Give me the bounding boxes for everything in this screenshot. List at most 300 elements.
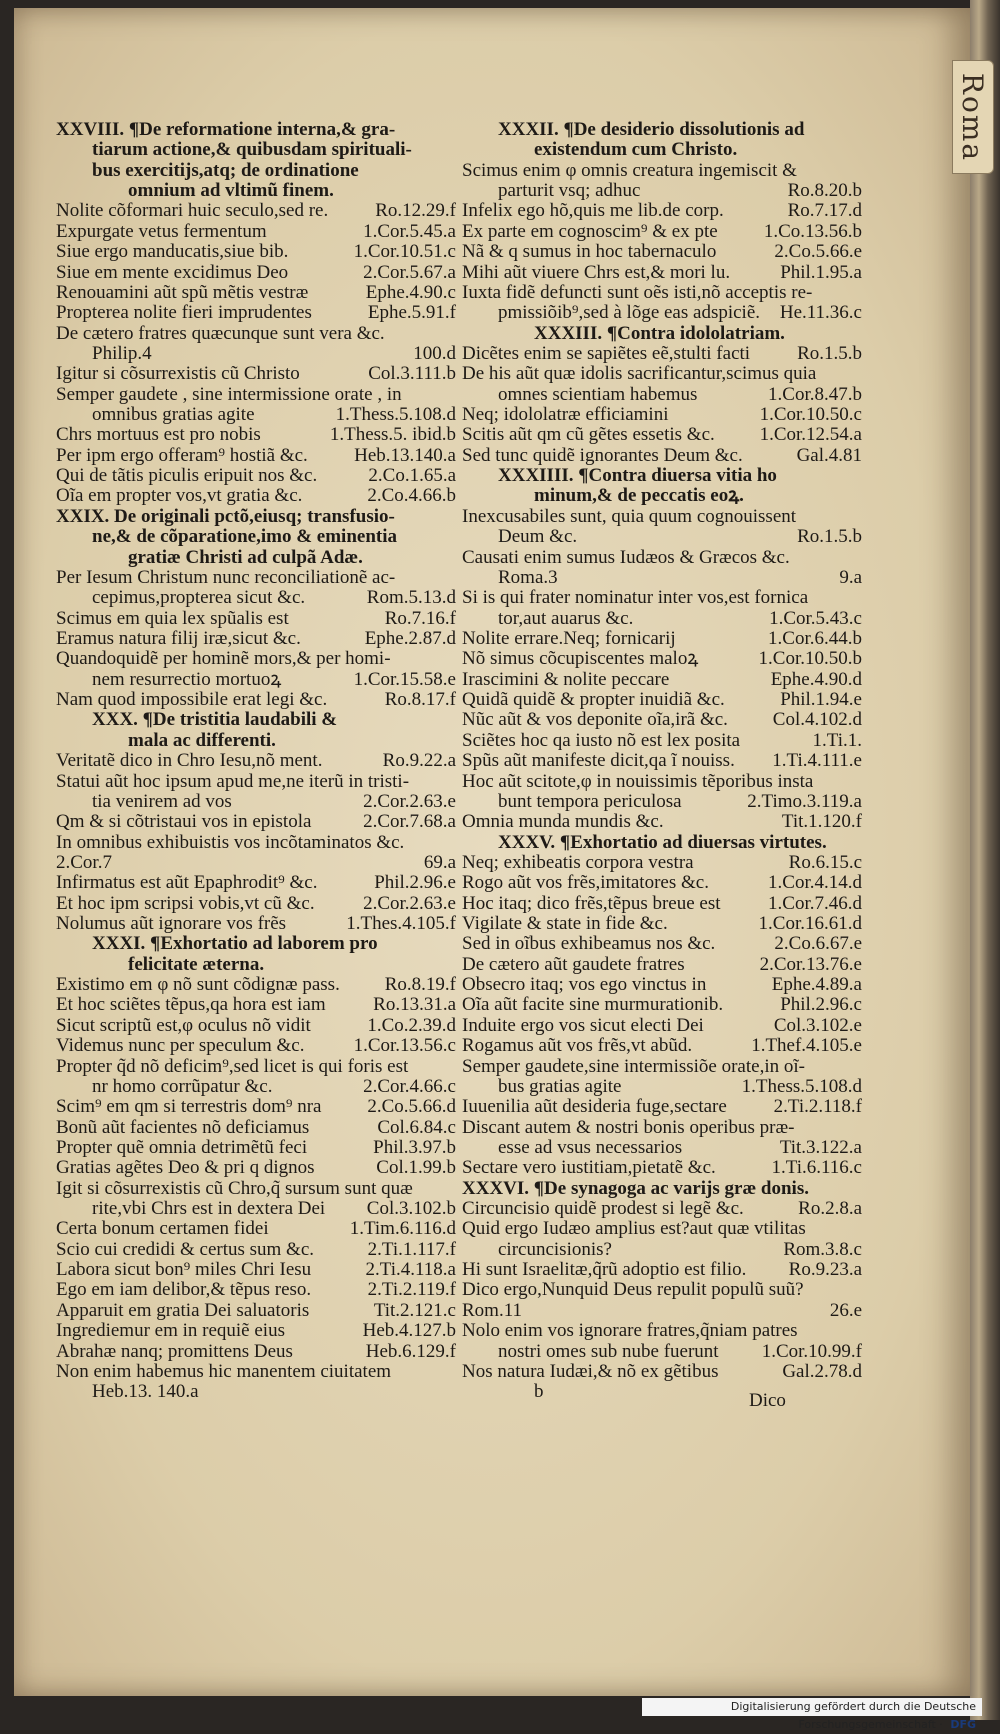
line-text: Siue em mente excidimus Deo xyxy=(56,261,289,283)
section-heading-line xyxy=(462,140,862,160)
text-line xyxy=(56,1179,456,1199)
line-reference: Ephe.2.87.d xyxy=(364,627,456,649)
line-text: Expurgate vetus fermentum xyxy=(56,220,267,242)
line-text: Scimus enim φ omnis creatura ingemiscit & xyxy=(462,159,797,181)
line-reference: Phil.2.96.c xyxy=(780,994,862,1016)
line-text: Vigilate & state in fide &c. xyxy=(462,913,668,935)
line-text: Heb.13. 140.a xyxy=(92,1381,199,1403)
line-text: Semper gaudete,sine intermissiõe orate,in oĩ- xyxy=(462,1055,805,1077)
line-reference: Ro.2.8.a xyxy=(798,1198,862,1220)
line-reference: 2.Timo.3.119.a xyxy=(747,790,862,812)
line-reference: 26.e xyxy=(829,1299,862,1321)
section-heading-line xyxy=(56,731,456,751)
line-text: tia venirem ad vos xyxy=(92,790,232,812)
text-line xyxy=(462,364,862,384)
text-line xyxy=(56,914,456,934)
line-text: Semper gaudete , sine intermissione orate , in xyxy=(56,383,402,405)
margin-tab-label: Roma xyxy=(956,72,990,162)
line-reference: 1.Cor.6.44.b xyxy=(768,627,862,649)
line-text: Renouamini aũt spũ mẽtis vestræ xyxy=(56,281,309,303)
line-text: XXIX. De originali pctõ,eiusq; transfusio- xyxy=(56,505,395,527)
line-text: Ego em iam delibor,& tẽpus reso. xyxy=(56,1279,312,1301)
line-text: parturit vsq; adhuc xyxy=(498,180,641,202)
line-reference: 1.Ti.6.116.c xyxy=(771,1157,862,1179)
text-line xyxy=(462,1260,862,1280)
footer-credit: Digitalisierung gefördert durch die Deutsche Forschungsgemeinschaft · DFG xyxy=(642,1698,982,1716)
book-edge xyxy=(970,0,1000,1720)
text-line xyxy=(56,324,456,344)
line-text: In omnibus exhibuistis vos incõtaminatos &c. xyxy=(56,831,405,853)
section-heading-line xyxy=(462,486,862,506)
line-reference: Ro.1.5.b xyxy=(797,526,862,548)
line-reference: 1.Cor.5.45.a xyxy=(363,220,456,242)
line-reference: Ro.8.19.f xyxy=(384,974,456,996)
line-text: Statui aũt hoc ipsum apud me,ne iterũ in tristi- xyxy=(56,770,410,792)
text-line xyxy=(462,914,862,934)
line-text: XXXVI. ¶De synagoga ac varijs græ donis. xyxy=(462,1177,809,1199)
line-text: De cætero aũt gaudete fratres xyxy=(462,953,685,975)
section-heading-line xyxy=(56,120,456,140)
text-line xyxy=(462,995,862,1015)
text-line xyxy=(56,1199,456,1219)
line-text: Inexcusabiles sunt, quia quum cognouissent xyxy=(462,505,797,527)
line-reference: Phil.1.94.e xyxy=(780,689,862,711)
line-text: felicitate æterna. xyxy=(128,953,265,975)
line-reference: 2.Ti.1.117.f xyxy=(367,1238,456,1260)
section-heading-line xyxy=(56,934,456,954)
text-line xyxy=(56,446,456,466)
text-line xyxy=(56,1240,456,1260)
line-text: tor,aut auarus &c. xyxy=(498,607,634,629)
line-text: Infelix ego hõ,quis me lib.de corp. xyxy=(462,200,724,222)
text-line xyxy=(462,772,862,792)
text-line xyxy=(462,873,862,893)
line-reference: 1.Cor.10.99.f xyxy=(761,1340,862,1362)
text-line xyxy=(56,609,456,629)
line-reference: 2.Co.4.66.b xyxy=(367,485,456,507)
text-line xyxy=(462,405,862,425)
line-reference: Rom.5.13.d xyxy=(366,587,456,609)
line-reference: 1.Thess.5. ibid.b xyxy=(329,424,456,446)
text-line xyxy=(462,1036,862,1056)
text-line xyxy=(462,1199,862,1219)
line-reference: 2.Ti.2.119.f xyxy=(367,1279,456,1301)
line-text: Iuxta fidẽ defuncti sunt oẽs isti,nõ acceptis re- xyxy=(462,281,813,303)
line-reference: 1.Cor.10.50.b xyxy=(758,648,862,670)
line-text: XXX. ¶De tristitia laudabili & xyxy=(92,709,338,731)
section-heading-line xyxy=(56,140,456,160)
text-line xyxy=(462,812,862,832)
section-heading-line xyxy=(56,181,456,201)
line-reference: Heb.4.127.b xyxy=(362,1320,456,1342)
line-text: Bonũ aũt facientes nõ deficiamus xyxy=(56,1116,310,1138)
margin-tab xyxy=(952,60,994,174)
line-text: Abrahæ nanq; promittens Deus xyxy=(56,1340,293,1362)
line-text: Scio cui credidi & certus sum &c. xyxy=(56,1238,315,1260)
line-text: Circuncisio quidẽ prodest si legẽ &c. xyxy=(462,1198,744,1220)
line-text: Omnia munda mundis &c. xyxy=(462,811,664,833)
text-line xyxy=(56,1138,456,1158)
line-reference: 1.Ti.1. xyxy=(812,729,862,751)
text-line xyxy=(56,1036,456,1056)
line-text: tiarum actione,& quibusdam spirituali- xyxy=(92,139,412,161)
line-text: Nolumus aũt ignorare vos frẽs xyxy=(56,913,287,935)
line-reference: Ro.12.29.f xyxy=(375,200,456,222)
line-text: bus gratias agite xyxy=(498,1075,622,1097)
text-line xyxy=(56,853,456,873)
line-reference: 1.Cor.13.56.c xyxy=(353,1035,456,1057)
text-line xyxy=(462,853,862,873)
line-reference: 1.Cor.8.47.b xyxy=(768,383,862,405)
line-text: Eramus natura filij iræ,sicut &c. xyxy=(56,627,301,649)
line-reference: Col.3.111.b xyxy=(368,363,456,385)
line-text: Irascimini & nolite peccare xyxy=(462,668,670,690)
line-reference: Phil.1.95.a xyxy=(780,261,862,283)
line-text: bus exercitijs,atq; de ordinatione xyxy=(92,159,359,181)
text-line xyxy=(462,690,862,710)
line-reference: 1.Cor.16.61.d xyxy=(758,913,862,935)
text-line xyxy=(462,751,862,771)
section-heading-line xyxy=(56,710,456,730)
text-line xyxy=(56,1362,456,1382)
line-text: Discant autem & nostri bonis operibus præ- xyxy=(462,1116,795,1138)
text-line xyxy=(56,201,456,221)
line-text: Veritatẽ dico in Chro Iesu,nõ ment. xyxy=(56,750,323,772)
text-line xyxy=(56,1097,456,1117)
text-line xyxy=(56,1301,456,1321)
line-reference: 1.Thess.5.108.d xyxy=(741,1075,862,1097)
line-text: Neq; exhibeatis corpora vestra xyxy=(462,851,694,873)
line-text: De cætero fratres quæcunque sunt vera &c. xyxy=(56,322,385,344)
line-text: Scim⁹ em qm si terrestris dom⁹ nra xyxy=(56,1096,322,1118)
line-text: Nolite errare.Neq; fornicarij xyxy=(462,627,676,649)
line-reference: Col.3.102.e xyxy=(773,1014,862,1036)
line-text: Ingrediemur em in requiẽ eius xyxy=(56,1320,285,1342)
line-reference: 2.Co.5.66.d xyxy=(367,1096,456,1118)
text-line xyxy=(462,1138,862,1158)
text-line xyxy=(462,1301,862,1321)
text-line xyxy=(462,670,862,690)
text-line xyxy=(462,263,862,283)
text-line xyxy=(56,283,456,303)
section-heading-line xyxy=(462,833,862,853)
text-line xyxy=(56,894,456,914)
text-line xyxy=(462,303,862,323)
text-line xyxy=(56,568,456,588)
line-text: Obsecro itaq; vos ego vinctus in xyxy=(462,974,707,996)
text-line xyxy=(56,792,456,812)
text-line xyxy=(56,1342,456,1362)
line-text: Nam quod impossibile erat legi &c. xyxy=(56,689,328,711)
line-text: XXXIII. ¶Contra idololatriam. xyxy=(534,322,785,344)
line-reference: Tit.3.122.a xyxy=(779,1136,862,1158)
line-text: Hi sunt Israelitæ,q̃rũ adoptio est filio. xyxy=(462,1259,747,1281)
line-text: Hoc itaq; dico frẽs,tẽpus breue est xyxy=(462,892,721,914)
line-text: Nolite cõformari huic seculo,sed re. xyxy=(56,200,329,222)
line-text: Spũs aũt manifeste dicit,qa ĩ nouiss. xyxy=(462,750,735,772)
text-line xyxy=(56,1118,456,1138)
line-reference: Ro.8.20.b xyxy=(787,180,862,202)
line-reference: Ro.9.22.a xyxy=(382,750,456,772)
text-line xyxy=(56,1077,456,1097)
text-line xyxy=(56,1219,456,1239)
line-text: Sicut scriptũ est,φ oculus nõ vidit xyxy=(56,1014,311,1036)
line-text: Nã & q sumus in hoc tabernaculo xyxy=(462,241,717,263)
line-reference: 2.Cor.13.76.e xyxy=(759,953,862,975)
text-line xyxy=(462,1077,862,1097)
line-text: Existimo em φ nõ sunt cõdignæ pass. xyxy=(56,974,340,996)
line-text: Scimus em quia lex spũalis est xyxy=(56,607,289,629)
line-text: Hoc aũt scitote,φ in nouissimis tẽporibus insta xyxy=(462,770,814,792)
line-reference: Gal.4.81 xyxy=(796,444,862,466)
text-line xyxy=(462,609,862,629)
line-text: omnium ad vltimũ finem. xyxy=(128,180,334,202)
text-line xyxy=(56,1321,456,1341)
text-line xyxy=(462,955,862,975)
line-reference: 1.Cor.10.50.c xyxy=(759,404,862,426)
text-line xyxy=(462,588,862,608)
text-line xyxy=(56,812,456,832)
line-text: Nos natura Iudæi,& nõ ex gẽtibus xyxy=(462,1360,719,1382)
section-heading-line xyxy=(56,527,456,547)
line-reference: 2.Ti.4.118.a xyxy=(365,1259,456,1281)
text-line xyxy=(56,1016,456,1036)
line-reference: 2.Cor.2.63.e xyxy=(363,790,456,812)
line-text: Ex parte em cognoscim⁹ & ex pte xyxy=(462,220,718,242)
line-text: Igit si cõsurrexistis cũ Chro,q̃ sursum sunt quæ xyxy=(56,1177,413,1199)
text-line xyxy=(56,1280,456,1300)
line-reference: Ro.9.23.a xyxy=(788,1259,862,1281)
line-text: existendum cum Christo. xyxy=(534,139,738,161)
line-text: Dicẽtes enim se sapiẽtes eẽ,stulti facti xyxy=(462,342,751,364)
line-reference: 1.Cor.12.54.a xyxy=(759,424,862,446)
text-line xyxy=(462,161,862,181)
line-text: Oĩa em propter vos,vt gratia &c. xyxy=(56,485,303,507)
line-reference: 1.Tim.6.116.d xyxy=(349,1218,456,1240)
line-reference: 2.Cor.5.67.a xyxy=(363,261,456,283)
line-reference: 2.Co.1.65.a xyxy=(368,465,456,487)
text-line xyxy=(56,588,456,608)
line-reference: Ro.13.31.a xyxy=(373,994,456,1016)
line-text: Iuuenilia aũt desideria fuge,sectare xyxy=(462,1096,727,1118)
line-reference: Ro.6.15.c xyxy=(788,851,862,873)
line-text: Nũc aũt & vos deponite oĩa,irã &c. xyxy=(462,709,728,731)
line-reference: Ephe.4.89.a xyxy=(771,974,862,996)
line-reference: 1.Cor.15.58.e xyxy=(353,668,456,690)
text-line xyxy=(56,833,456,853)
line-reference: Heb.13.140.a xyxy=(354,444,456,466)
line-text: minum,& de peccatis eoꝝ. xyxy=(534,485,744,507)
line-text: b xyxy=(534,1381,544,1403)
line-text: Nõ simus cõcupiscentes maloꝝ xyxy=(462,648,699,670)
line-text: Rom.11 xyxy=(462,1299,522,1321)
line-text: Propter quẽ omnia detrimẽtũ feci xyxy=(56,1136,308,1158)
text-line xyxy=(462,181,862,201)
line-text: Infirmatus est aũt Epaphrodit⁹ &c. xyxy=(56,872,318,894)
text-line xyxy=(56,1382,456,1402)
text-line xyxy=(462,1321,862,1341)
line-text: XXXIIII. ¶Contra diuersa vitia ho xyxy=(498,465,777,487)
section-heading-line xyxy=(56,955,456,975)
line-reference: 2.Co.5.66.e xyxy=(774,241,862,263)
text-line xyxy=(56,344,456,364)
text-line xyxy=(56,751,456,771)
text-line xyxy=(56,364,456,384)
text-line xyxy=(56,995,456,1015)
text-line xyxy=(462,975,862,995)
line-reference: 1.Co.2.39.d xyxy=(367,1014,456,1036)
section-heading-line xyxy=(462,466,862,486)
catchword: Dico xyxy=(749,1390,786,1411)
line-reference: 2.Cor.7.68.a xyxy=(363,811,456,833)
right-column xyxy=(462,120,862,1403)
line-reference: 1.Cor.10.51.c xyxy=(353,241,456,263)
line-text: mala ac differenti. xyxy=(128,729,276,751)
text-line xyxy=(462,222,862,242)
line-reference: Gal.2.78.d xyxy=(782,1360,862,1382)
line-reference: 2.Cor.2.63.e xyxy=(363,892,456,914)
line-reference: 1.Thef.4.105.e xyxy=(751,1035,862,1057)
line-reference: Rom.3.8.c xyxy=(783,1238,862,1260)
text-line xyxy=(56,263,456,283)
text-line xyxy=(56,670,456,690)
line-text: Et hoc sciẽtes tẽpus,qa hora est iam xyxy=(56,994,326,1016)
line-text: De his aũt quæ idolis sacrificantur,scimus quia xyxy=(462,363,817,385)
text-line xyxy=(462,731,862,751)
text-line xyxy=(462,507,862,527)
text-line xyxy=(56,772,456,792)
text-line xyxy=(56,385,456,405)
text-line xyxy=(56,466,456,486)
text-line xyxy=(462,1342,862,1362)
line-text: Roma.3 xyxy=(498,566,558,588)
line-text: Certa bonum certamen fidei xyxy=(56,1218,269,1240)
text-line xyxy=(56,1057,456,1077)
line-text: Scitis aũt qm cũ gẽtes essetis &c. xyxy=(462,424,715,446)
text-line xyxy=(462,649,862,669)
line-text: omnes scientiam habemus xyxy=(498,383,698,405)
line-text: rite,vbi Chrs est in dextera Dei xyxy=(92,1198,326,1220)
line-text: Si is qui frater nominatur inter vos,est fornica xyxy=(462,587,809,609)
line-text: Sciẽtes hoc qa iusto nõ est lex posita xyxy=(462,729,741,751)
line-text: esse ad vsus necessarios xyxy=(498,1136,683,1158)
text-line xyxy=(56,303,456,323)
line-reference: Col.6.84.c xyxy=(377,1116,456,1138)
text-line xyxy=(462,1097,862,1117)
text-line xyxy=(462,283,862,303)
line-text: 2.Cor.7 xyxy=(56,851,112,873)
line-reference: 100.d xyxy=(413,342,456,364)
section-heading-line xyxy=(462,120,862,140)
line-reference: Col.3.102.b xyxy=(366,1198,456,1220)
line-reference: 1.Thess.5.108.d xyxy=(335,404,456,426)
section-heading-line xyxy=(462,324,862,344)
line-reference: 1.Thes.4.105.f xyxy=(346,913,456,935)
line-reference: Heb.6.129.f xyxy=(365,1340,456,1362)
line-text: Qui de tãtis piculis eripuit nos &c. xyxy=(56,465,318,487)
line-reference: 2.Cor.4.66.c xyxy=(363,1075,456,1097)
line-reference: Col.1.99.b xyxy=(376,1157,456,1179)
line-text: Videmus nunc per speculum &c. xyxy=(56,1035,305,1057)
section-heading-line xyxy=(56,507,456,527)
text-line xyxy=(462,934,862,954)
line-text: Gratias agẽtes Deo & pri q dignos xyxy=(56,1157,315,1179)
line-reference: He.11.36.c xyxy=(779,302,862,324)
line-reference: 1.Co.13.56.b xyxy=(763,220,862,242)
line-text: Propter q̃d nõ deficim⁹,sed licet is qui foris est xyxy=(56,1055,409,1077)
line-reference: Phil.2.96.e xyxy=(374,872,456,894)
footer-text: Digitalisierung gefördert durch die Deutsche Forschungsgemeinschaft xyxy=(730,1700,976,1731)
text-line xyxy=(462,201,862,221)
line-reference: 2.Co.6.67.e xyxy=(774,933,862,955)
line-reference: Tit.2.121.c xyxy=(373,1299,456,1321)
line-reference: Tit.1.120.f xyxy=(781,811,862,833)
text-line xyxy=(56,405,456,425)
line-reference: Ephe.4.90.d xyxy=(770,668,862,690)
line-text: Oĩa aũt facite sine murmurationib. xyxy=(462,994,724,1016)
line-text: Labora sicut bon⁹ miles Chri Iesu xyxy=(56,1259,312,1281)
line-text: Induite ergo vos sicut electi Dei xyxy=(462,1014,704,1036)
text-line xyxy=(56,1158,456,1178)
line-reference: 69.a xyxy=(423,851,456,873)
line-text: Rogo aũt vos frẽs,imitatores &c. xyxy=(462,872,709,894)
text-line xyxy=(462,710,862,730)
line-reference: Ephe.4.90.c xyxy=(365,281,456,303)
text-line xyxy=(462,1057,862,1077)
text-line xyxy=(462,1240,862,1260)
text-line xyxy=(56,1260,456,1280)
line-text: Igitur si cõsurrexistis cũ Christo xyxy=(56,363,300,385)
text-line xyxy=(462,548,862,568)
text-line xyxy=(56,222,456,242)
line-text: Neq; idololatræ efficiamini xyxy=(462,404,669,426)
line-text: pmissiõib⁹,sed à lõge eas adspiciẽ. xyxy=(498,302,761,324)
text-line xyxy=(56,242,456,262)
text-line xyxy=(462,242,862,262)
line-text: Siue ergo manducatis,siue bib. xyxy=(56,241,289,263)
text-line xyxy=(462,446,862,466)
text-line xyxy=(56,629,456,649)
line-text: Nolo enim vos ignorare fratres,q̃niam patres xyxy=(462,1320,798,1342)
line-text: ne,& de cõparatione,imo & eminentia xyxy=(92,526,398,548)
line-reference: Ro.1.5.b xyxy=(797,342,862,364)
line-text: Chrs mortuus est pro nobis xyxy=(56,424,261,446)
line-text: Causati enim sumus Iudæos & Græcos &c. xyxy=(462,546,790,568)
line-text: Sed in oĩbus exhibeamus nos &c. xyxy=(462,933,716,955)
text-line xyxy=(56,425,456,445)
line-text: Quid ergo Iudæo amplius est?aut quæ vtilitas xyxy=(462,1218,806,1240)
line-text: omnibus gratias agite xyxy=(92,404,255,426)
text-line xyxy=(462,1280,862,1300)
line-text: Mihi aũt viuere Chrs est,& mori lu. xyxy=(462,261,731,283)
line-text: Sectare vero iustitiam,pietatẽ &c. xyxy=(462,1157,716,1179)
line-reference: 1.Cor.7.46.d xyxy=(768,892,862,914)
line-text: Apparuit em gratia Dei saluatoris xyxy=(56,1299,310,1321)
line-text: XXXII. ¶De desiderio dissolutionis ad xyxy=(498,119,805,140)
line-text: Philip.4 xyxy=(92,342,152,364)
line-text: cepimus,propterea sicut &c. xyxy=(92,587,306,609)
left-column xyxy=(56,120,456,1403)
section-heading-line xyxy=(462,1179,862,1199)
line-text: Et hoc ipm scripsi vobis,vt cũ &c. xyxy=(56,892,315,914)
line-text: XXXI. ¶Exhortatio ad laborem pro xyxy=(92,933,378,955)
text-line xyxy=(462,629,862,649)
book-page xyxy=(14,8,970,1696)
line-text: Rogamus aũt vos frẽs,vt abũd. xyxy=(462,1035,693,1057)
line-reference: Ro.7.17.d xyxy=(787,200,862,222)
text-line xyxy=(462,1016,862,1036)
line-reference: 1.Cor.5.43.c xyxy=(769,607,862,629)
